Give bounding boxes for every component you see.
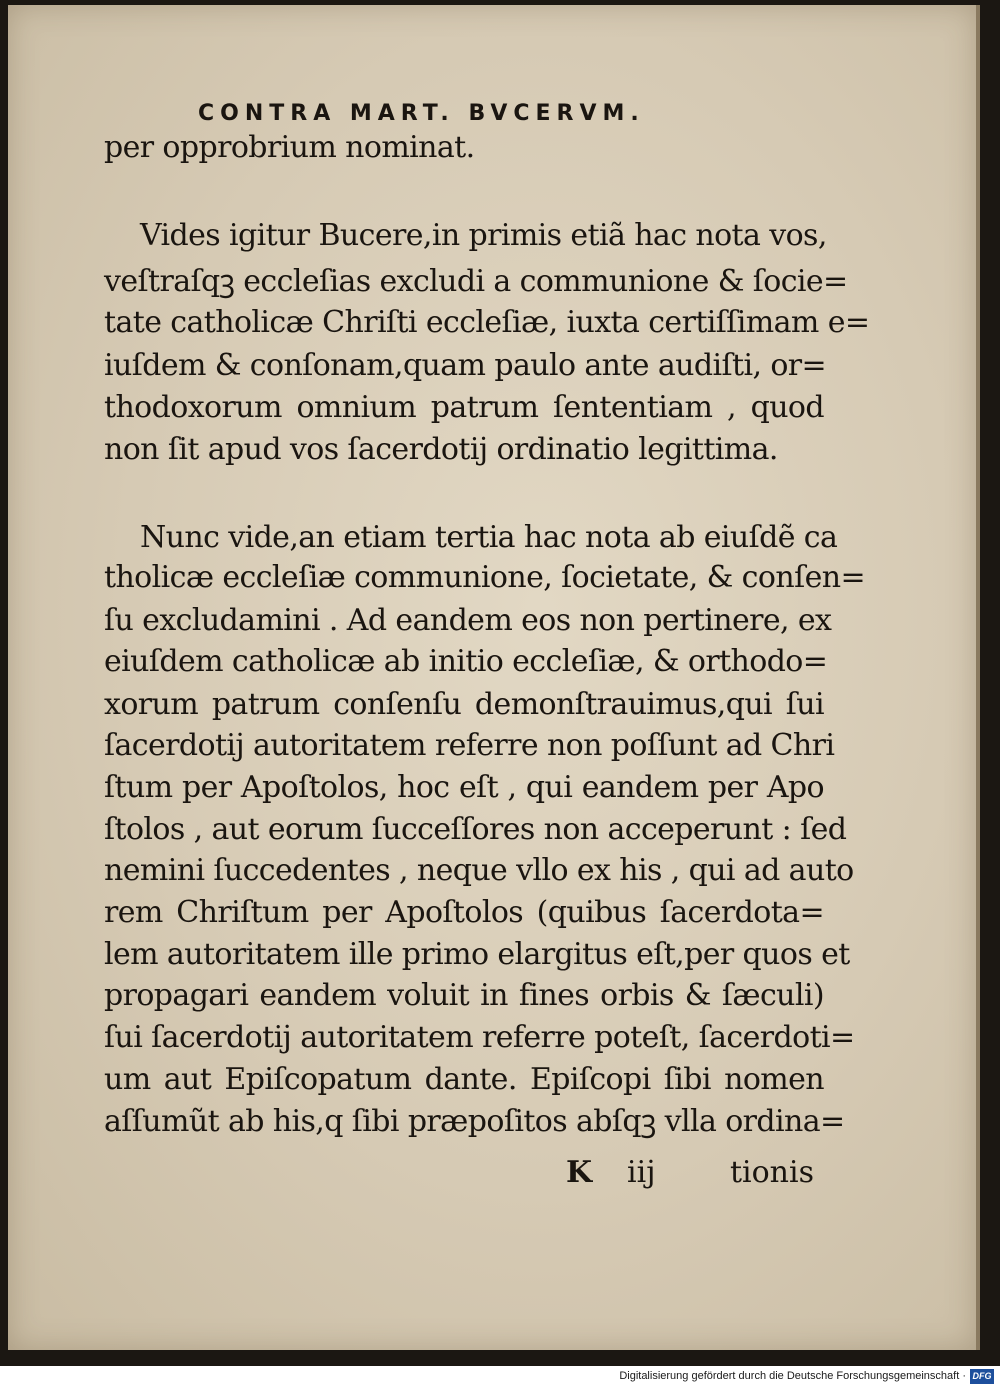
funding-notice: Digitalisierung gefördert durch die Deutsche Forschungsgemeinschaft · <box>619 1370 966 1382</box>
running-head: CONTRA MART. BVCERVM. <box>198 101 645 126</box>
text-line: xorum patrum conſenſu demonſtrauimus,qui ſui <box>104 687 824 722</box>
text-line: veſtraſqꝫ eccleſias excludi a communione & ſocie= <box>104 264 848 299</box>
text-line: ſui ſacerdotij autoritatem referre poteſt, ſacerdoti= <box>104 1020 855 1055</box>
text-line: nemini ſuccedentes , neque vllo ex his , qui ad auto <box>104 853 854 888</box>
text-line: tate catholicæ Chriſti eccleſiæ, iuxta certiſſimam e= <box>104 305 870 340</box>
book-page <box>8 5 976 1350</box>
text-line: rem Chriſtum per Apoſtolos (quibus ſacerdota= <box>104 895 824 930</box>
text-line: ſu excludamini . Ad eandem eos non pertinere, ex <box>104 603 832 638</box>
text-line: tholicæ eccleſiæ communione, ſocietate, & conſen= <box>104 560 865 595</box>
text-line: Nunc vide,an etiam tertia hac nota ab eiuſdẽ ca <box>140 520 838 555</box>
text-line: thodoxorum omnium patrum ſententiam , quod <box>104 390 824 425</box>
gathering-number: iij <box>627 1155 656 1190</box>
page-edge <box>976 5 980 1350</box>
text-line: Vides igitur Bucere,in primis etiã hac nota vos, <box>140 218 827 253</box>
text-line: propagari eandem voluit in fines orbis & ſæculi) <box>104 978 824 1013</box>
dfg-logo-icon: DFG <box>970 1369 994 1384</box>
text-line: per opprobrium nominat. <box>104 130 475 165</box>
text-line: iuſdem & conſonam,quam paulo ante audiſti, or= <box>104 348 827 383</box>
text-line: ſacerdotij autoritatem referre non poſſunt ad Chri <box>104 728 835 763</box>
text-line: ſtum per Apoſtolos, hoc eſt , qui eandem per Apo <box>104 770 824 805</box>
text-line: non ſit apud vos ſacerdotij ordinatio legittima. <box>104 432 778 467</box>
text-line: aſſumũt ab his,q ſibi præpoſitos abſqꝫ vlla ordina= <box>104 1104 845 1139</box>
text-line: ſtolos , aut eorum ſucceſſores non acceperunt : ſed <box>104 812 847 847</box>
text-line: lem autoritatem ille primo elargitus eſt,per quos et <box>104 937 850 972</box>
text-line: eiuſdem catholicæ ab initio eccleſiæ, & orthodo= <box>104 644 828 679</box>
signature-mark: K <box>566 1155 593 1190</box>
footer-bar <box>0 1366 1000 1389</box>
text-line: um aut Epiſcopatum dante. Epiſcopi ſibi nomen <box>104 1062 824 1097</box>
catchword: tionis <box>729 1155 814 1190</box>
